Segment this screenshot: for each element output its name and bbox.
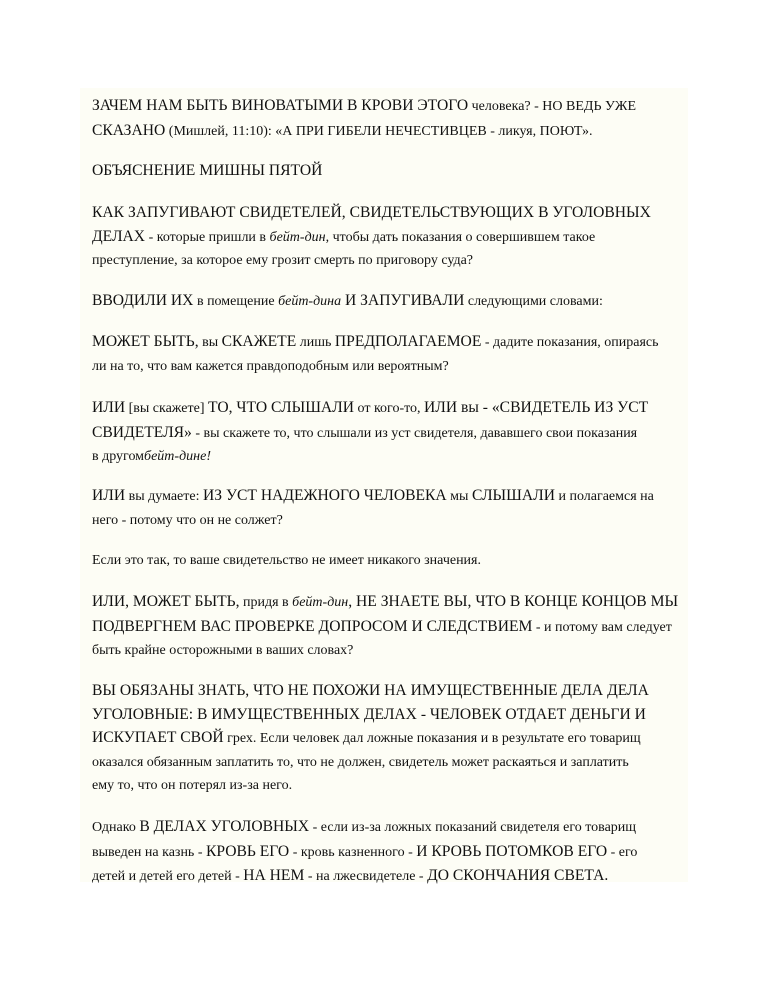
paragraph-6 [92, 396, 692, 469]
paragraph-7-line-2: него - потому что он не солжет? [92, 512, 283, 528]
paragraph-3-line-3: преступление, за которое ему грозит смерть по приговору суда? [92, 253, 474, 268]
paragraph-11-line-1: Однако В ДЕЛАХ УГОЛОВНЫХ - если из-за ложных показаний свидетеля его товарищ [92, 818, 637, 835]
paragraph-1 [92, 94, 692, 143]
paragraph-1-line-2: СКАЗАНО (Мишлей, 11:10): «А ПРИ ГИБЕЛИ НЕЧЕСТИВЦЕВ - ликуя, ПОЮТ». [92, 121, 593, 139]
paragraph-10-line-2: УГОЛОВНЫЕ: В ИМУЩЕСТВЕННЫХ ДЕЛАХ - ЧЕЛОВЕК ОТДАЕТ ДЕНЬГИ И [92, 705, 646, 723]
paragraph-3 [92, 201, 692, 273]
paragraph-6-line-3: в другомбейт-дине! [92, 449, 211, 464]
paragraph-6-line-2: СВИДЕТЕЛЯ» - вы скажете то, что слышали из уст свидетеля, дававшего свои показания [92, 423, 638, 441]
paragraph-10-line-1: ВЫ ОБЯЗАНЫ ЗНАТЬ, ЧТО НЕ ПОХОЖИ НА ИМУЩЕСТВЕННЫЕ ДЕЛА ДЕЛА [92, 682, 649, 699]
paragraph-10-line-5: ему то, что он потерял из-за него. [92, 778, 293, 793]
paragraph-1-line-1: ЗАЧЕМ НАМ БЫТЬ ВИНОВАТЫМИ В КРОВИ ЭТОГО человека? - НО ВЕДЬ УЖЕ [92, 97, 637, 114]
paragraph-6-line-1: ИЛИ [вы скажете] ТО, ЧТО СЛЫШАЛИ от кого-то, ИЛИ вы - «СВИДЕТЕЛЬ ИЗ УСТ [92, 399, 649, 416]
paragraph-4: ВВОДИЛИ ИХ в помещение бейт-дина И ЗАПУГИВАЛИ следующими словами: [92, 292, 603, 309]
paragraph-9-line-3: быть крайне осторожными в ваших словах? [92, 643, 354, 658]
paragraph-9 [92, 590, 692, 663]
paragraph-5-line-1: МОЖЕТ БЫТЬ, вы СКАЖЕТЕ лишь ПРЕДПОЛАГАЕМОЕ - дадите показания, опираясь [92, 333, 659, 350]
paragraph-7 [92, 484, 692, 532]
paragraph-5 [92, 330, 692, 378]
paragraph-7-line-1: ИЛИ вы думаете: ИЗ УСТ НАДЕЖНОГО ЧЕЛОВЕКА мы СЛЫШАЛИ и полагаемся на [92, 487, 654, 504]
paragraph-5-line-2: ли на то, что вам кажется правдоподобным или вероятным? [92, 358, 449, 374]
paragraph-3-line-1: КАК ЗАПУГИВАЮТ СВИДЕТЕЛЕЙ, СВИДЕТЕЛЬСТВУЮЩИХ В УГОЛОВНЫХ [92, 204, 651, 221]
paragraph-10-line-4: оказался обязанным заплатить то, что не должен, свидетель может раскаяться и заплатить [92, 754, 629, 770]
paragraph-9-line-2: ПОДВЕРГНЕМ ВАС ПРОВЕРКЕ ДОПРОСОМ И СЛЕДСТВИЕМ - и потому вам следует [92, 617, 672, 635]
paragraph-11-line-2: выведен на казнь - КРОВЬ ЕГО - кровь казненного - И КРОВЬ ПОТОМКОВ ЕГО - его [92, 842, 638, 860]
paragraph-9-line-1: ИЛИ, МОЖЕТ БЫТЬ, придя в бейт-дин, НЕ ЗНАЕТЕ ВЫ, ЧТО В КОНЦЕ КОНЦОВ МЫ [92, 593, 679, 610]
paragraph-11 [92, 815, 692, 889]
paragraph-10-line-3: ИСКУПАЕТ СВОЙ грех. Если человек дал ложные показания и в результате его товарищ [92, 729, 641, 746]
paragraph-11-line-3: детей и детей его детей - НА НЕМ - на лжесвидетеле - ДО СКОНЧАНИЯ СВЕТА. [92, 867, 609, 884]
paragraph-10 [92, 679, 692, 798]
section-heading: ОБЪЯСНЕНИЕ МИШНЫ ПЯТОЙ [92, 162, 323, 179]
paragraph-3-line-2: ДЕЛАХ - которые пришли в бейт-дин, чтобы дать показания о совершившем такое [92, 227, 596, 245]
paragraph-8: Если это так, то ваше свидетельство не имеет никакого значения. [92, 553, 481, 568]
